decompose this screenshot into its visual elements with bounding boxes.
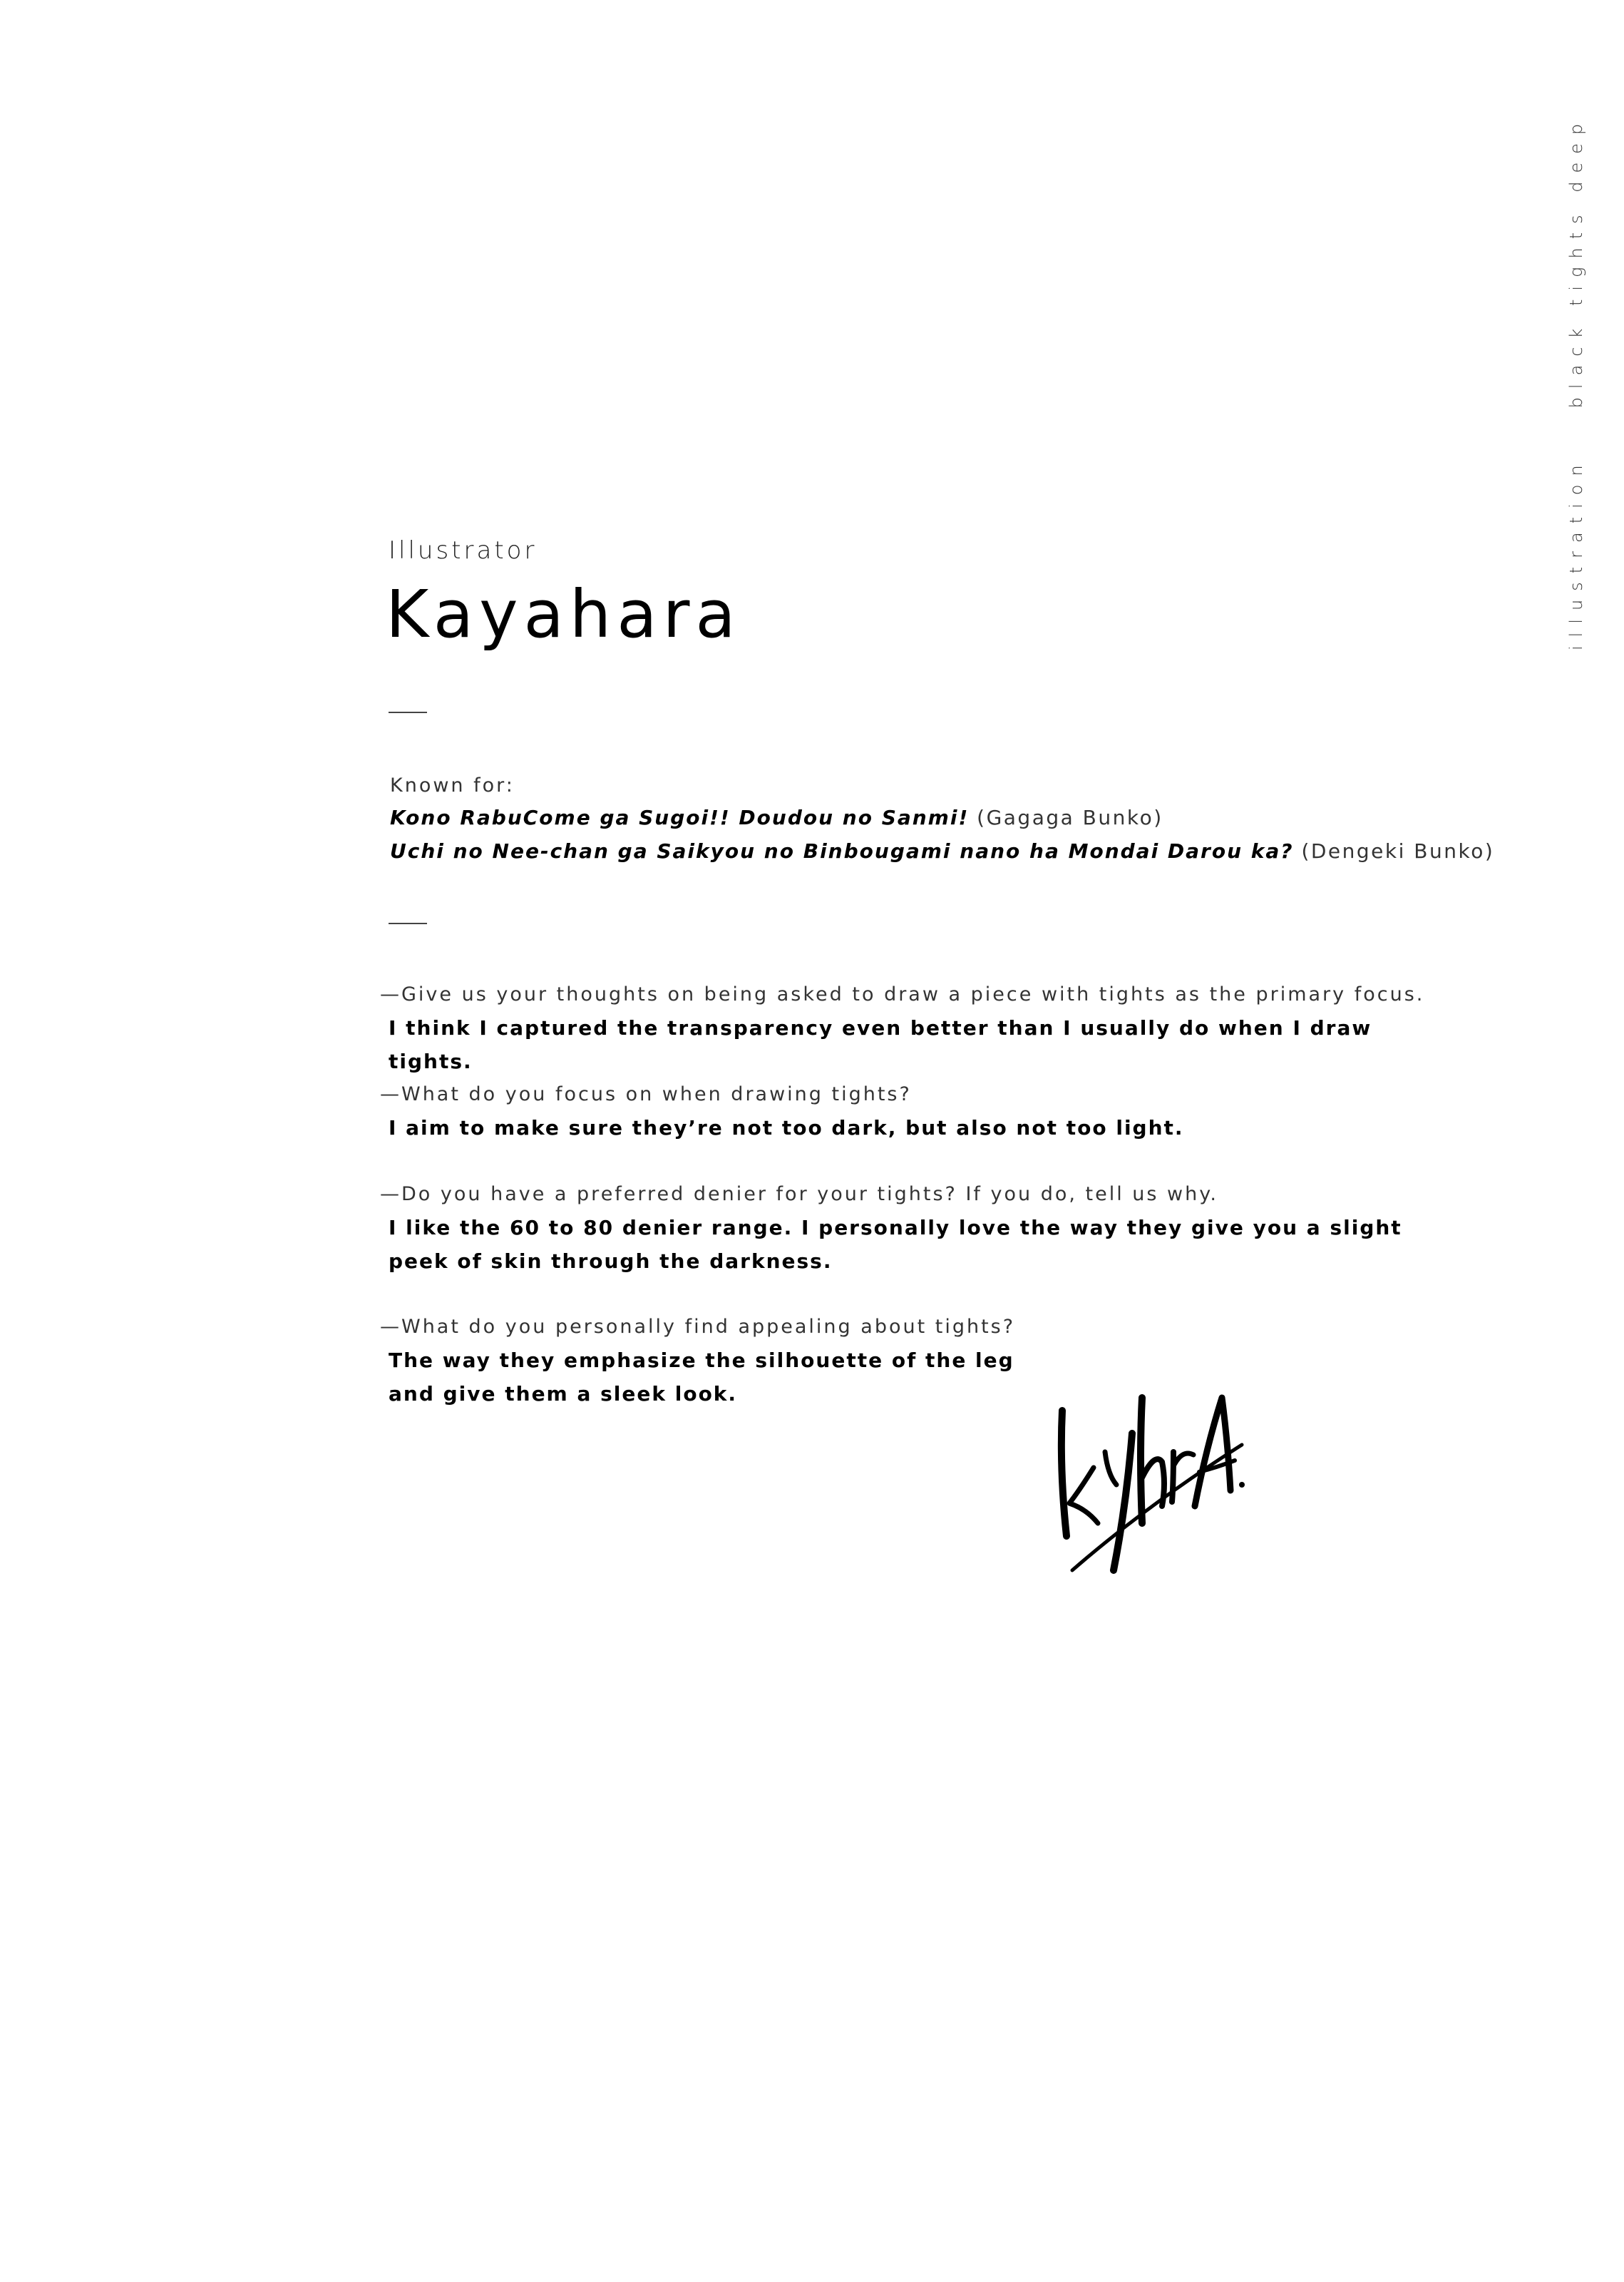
interview-item [380, 978, 1449, 1078]
interview-question: —Give us your thoughts on being asked to draw a piece with tights as the primary focus. [380, 983, 1425, 1006]
interview-item [380, 1078, 1449, 1145]
interview-answer: I aim to make sure they’re not too dark, but also not too light. [389, 1116, 1184, 1140]
side-label-part2: black tights deep [1566, 115, 1586, 409]
divider [389, 923, 427, 924]
side-label [1558, 115, 1594, 650]
artist-name: Kayahara [386, 576, 741, 653]
side-label-text [1558, 115, 1594, 650]
work-publisher: (Gagaga Bunko) [977, 806, 1163, 829]
artist-signature [1048, 1383, 1248, 1576]
divider [389, 712, 427, 713]
side-label-part1: illustration [1566, 456, 1586, 650]
interview-answer: I think I captured the transparency even better than I usually do when I draw tights. [389, 1016, 1372, 1073]
work-title: Uchi no Nee-chan ga Saikyou no Binbougami nano ha Mondai Darou ka? [390, 839, 1294, 863]
interview-question: —What do you focus on when drawing tights? [380, 1083, 912, 1105]
interview-item [380, 1311, 1449, 1411]
interview-question: —Do you have a preferred denier for your tights? If you do, tell us why. [380, 1183, 1218, 1205]
work-publisher: (Dengeki Bunko) [1301, 839, 1495, 863]
interview-answer: I like the 60 to 80 denier range. I personally love the way they give you a slight peek of skin through the darkness. [389, 1216, 1402, 1273]
known-for-label: Known for: [390, 774, 515, 797]
work-title: Kono RabuCome ga Sugoi!! Doudou no Sanmi! [390, 806, 970, 829]
role-label: Illustrator [389, 536, 538, 565]
work-item [390, 806, 1163, 829]
work-item [390, 839, 1494, 863]
interview-item [380, 1178, 1449, 1278]
interview-answer: The way they emphasize the silhouette of the leg and give them a sleek look. [389, 1349, 1014, 1406]
interview-question: —What do you personally find appealing about tights? [380, 1316, 1016, 1338]
